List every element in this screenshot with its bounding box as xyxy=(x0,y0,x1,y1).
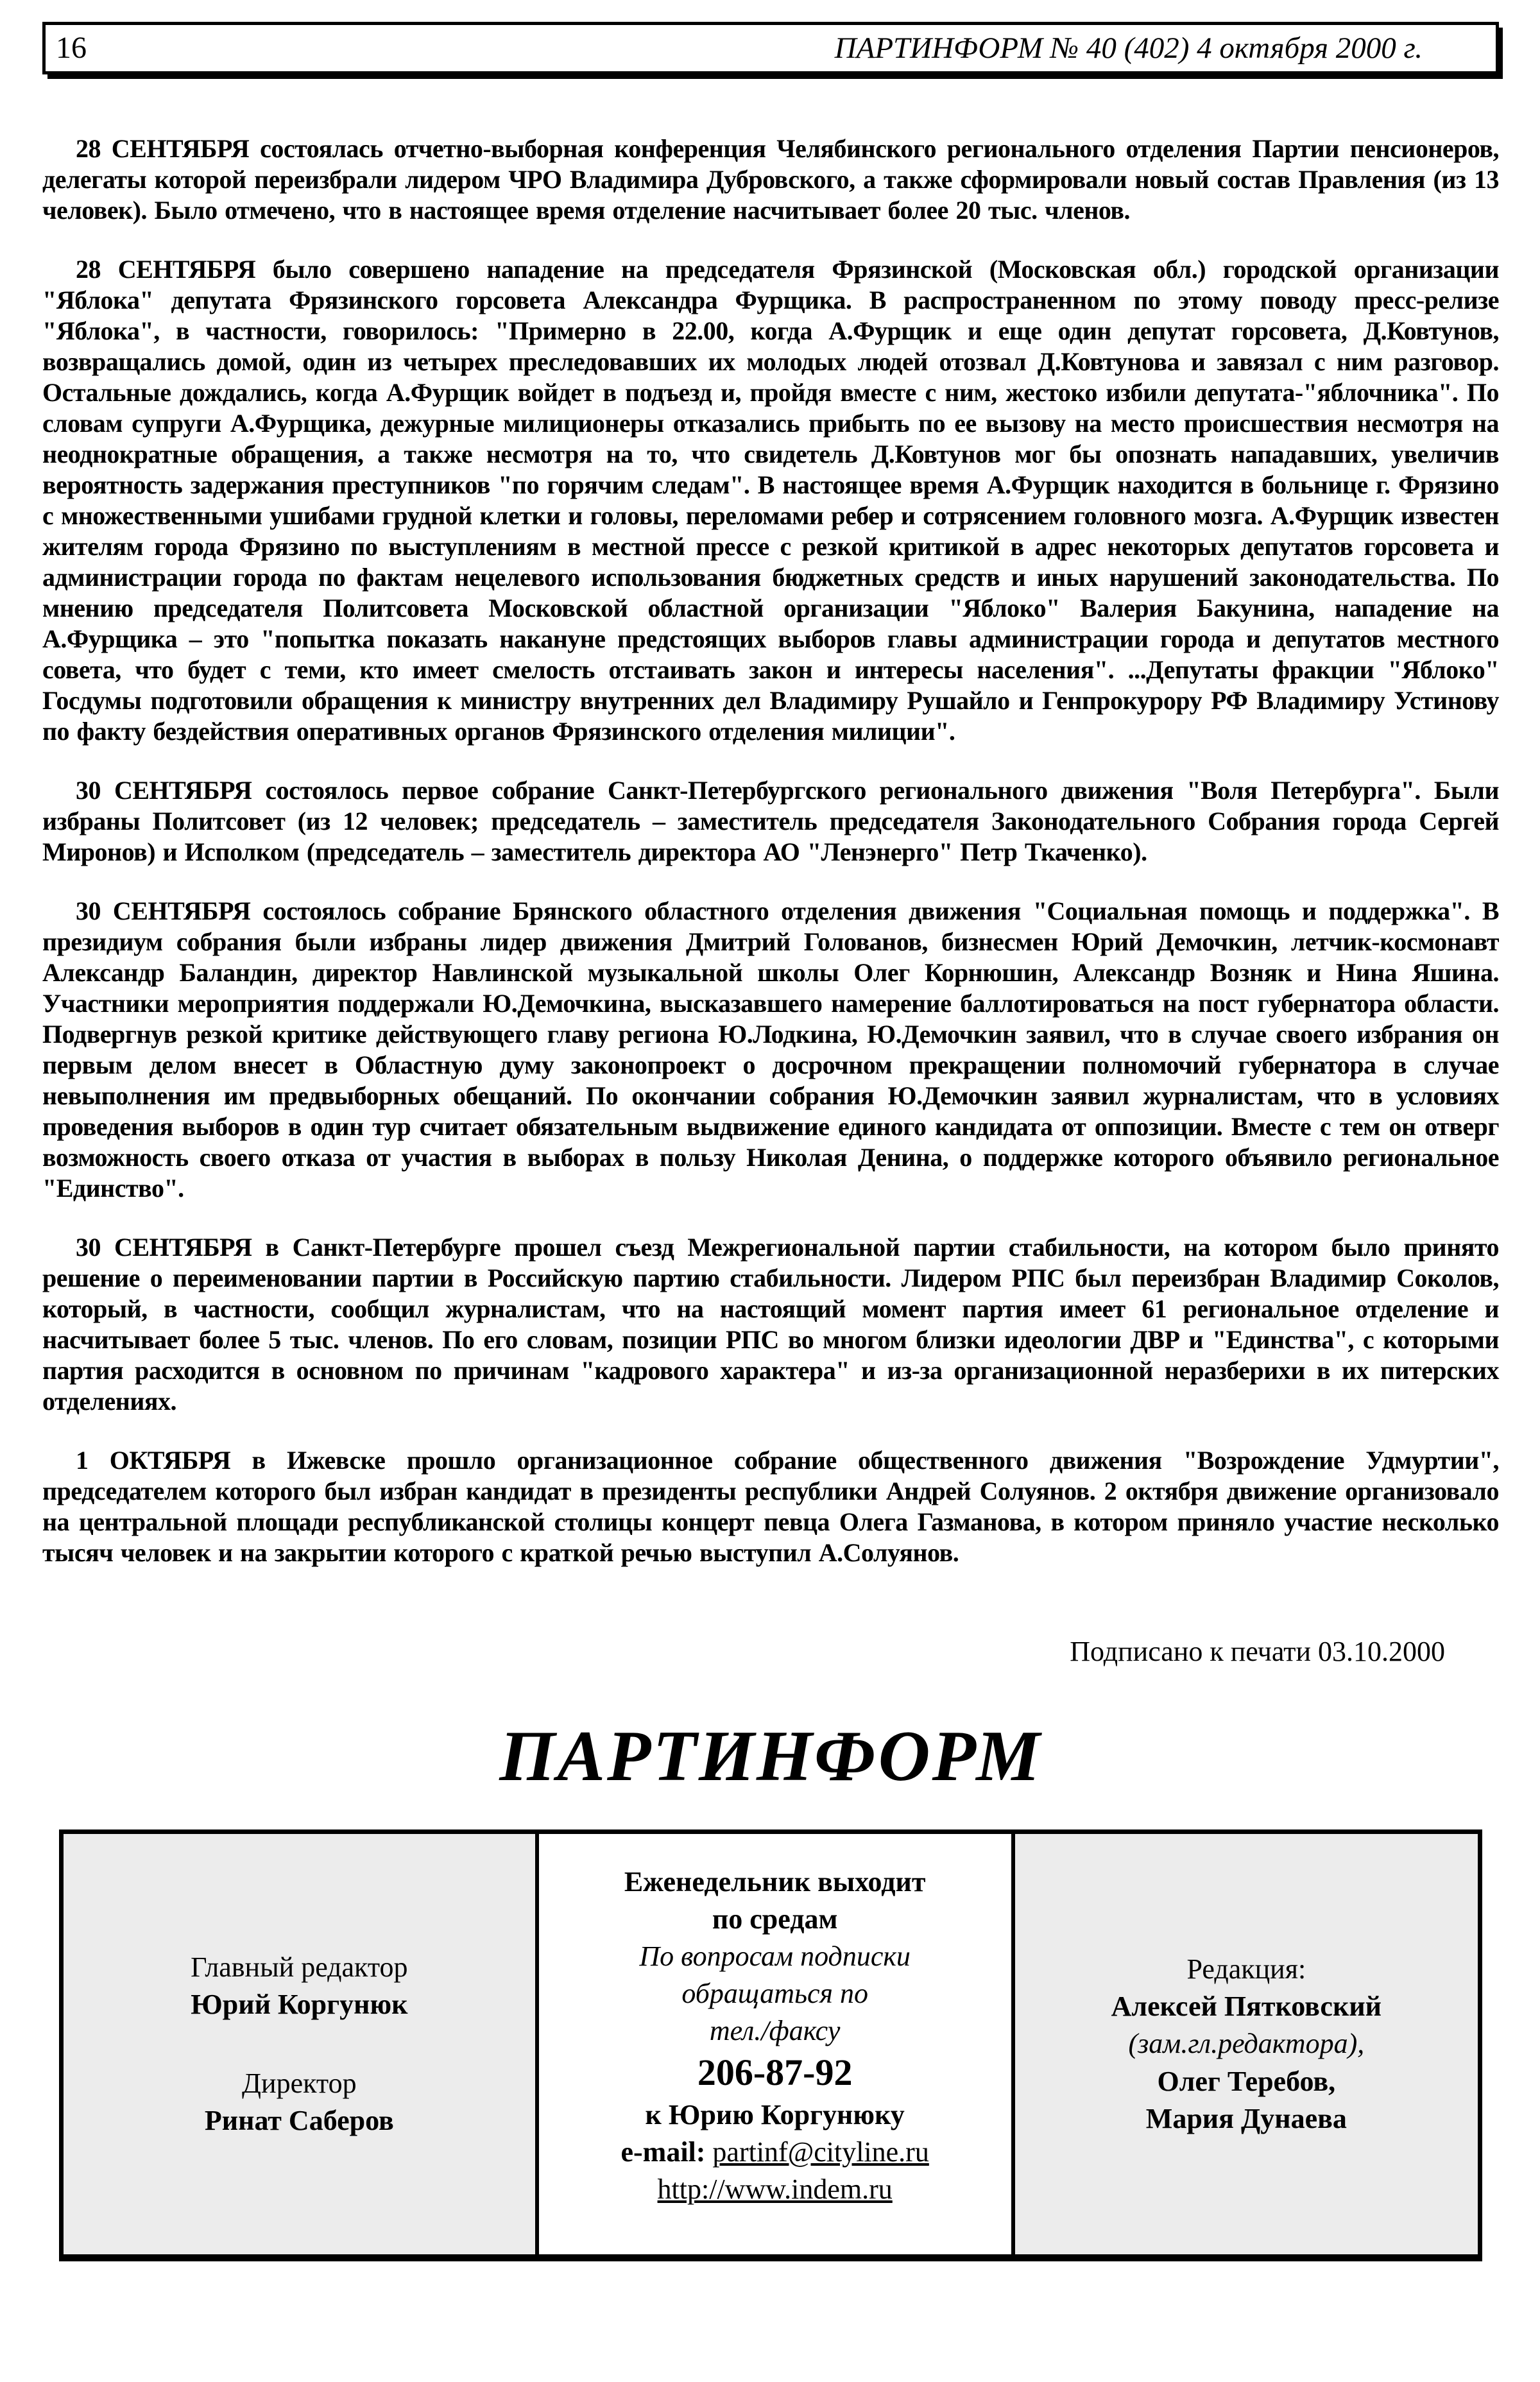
editorial-member: Олег Теребов, xyxy=(1157,2065,1336,2097)
editor-role: Главный редактор xyxy=(191,1951,408,1984)
spacer xyxy=(64,2024,535,2065)
editorial-member: Мария Дунаева xyxy=(1145,2102,1347,2134)
article-paragraph: 28 СЕНТЯБРЯ было совершено нападение на председателя Фрязинской (Московская обл.) городской организации "Яблока" депутата Фрязинского горсовета Александра Фурщика. В распространенном по этому поводу пресс-релизе "Яблока", в частности, говорилось: "Примерно в 22.00, когда А.Фурщик и еще один депутат горсовета, Д.Ковтунов, возвращались домой, один из четырех преследовавших их молодых людей отозвал Д.Ковтунова и завязал с ним разговор. Остальные дождались, когда А.Фурщик войдет в подъезд и, пройдя вместе с ним, жестоко избили депутата-"яблочника". По словам супруги А.Фурщика, дежурные милиционеры отказались прибыть по ее вызову на место происшествия несмотря на неоднократные обращения, а также несмотря на то, что свидетель Д.Ковтунов мог бы опознать нападавших, увеличив вероятность задержания преступников "по горячим следам". В настоящее время А.Фурщик находится в больнице г. Фрязино с множественными ушибами грудной клетки и головы, переломами ребер и сотрясением головного мозга. А.Фурщик известен жителям города Фрязино по выступлениям в местной прессе с резкой критикой в адрес некоторых депутатов горсовета и администрации города по фактам нецелевого использования бюджетных средств и иных нарушений законодательства. По мнению председателя Политсовета Московской областной организации "Яблоко" Валерия Бакунина, нападение на А.Фурщика – это "попытка показать накануне предстоящих выборов главы администрации города и депутатов местного совета, что будет с теми, кто имеет смелость отстаивать закон и интересы населения". ...Депутаты фракции "Яблоко" Госдумы подготовили обращения к министру внутренних дел Владимиру Рушайло и Генпрокурору РФ Владимиру Устинову по факту бездействия оперативных органов Фрязинского отделения милиции". xyxy=(42,255,1499,746)
email-link[interactable]: partinf@cityline.ru xyxy=(712,2136,929,2168)
editors-panel xyxy=(64,1834,535,2254)
director-role: Директор xyxy=(242,2067,357,2099)
editorial-heading: Редакция: xyxy=(1186,1953,1306,1985)
subscribe-line: обращаться по xyxy=(681,1978,868,2010)
issue-title: ПАРТИНФОРМ № 40 (402) 4 октября 2000 г. xyxy=(834,31,1423,65)
website-line xyxy=(539,2171,1011,2208)
imprint-table xyxy=(59,1829,1482,2261)
contact-person: к Юрию Коргунюку xyxy=(645,2098,905,2130)
website-link[interactable]: http://www.indem.ru xyxy=(657,2173,893,2206)
email-label: e-mail: xyxy=(620,2136,706,2168)
article-paragraph: 30 СЕНТЯБРЯ в Санкт-Петербурге прошел съезд Межрегиональной партии стабильности, на котором было принято решение о переименовании партии в Российскую партию стабильности. Лидером РПС был переизбран Владимир Соколов, который, в частности, сообщил журналистам, что на настоящий момент партия имеет 61 региональное отделение и насчитывает более 5 тыс. членов. По его словам, позиции РПС во многом близки идеологии ДВР и "Единства", с которыми партия расходится в основном по причинам "кадрового характера" и из-за организационной неразберихи в их питерских отделениях. xyxy=(42,1233,1499,1416)
article-paragraph: 30 СЕНТЯБРЯ состоялось собрание Брянского областного отделения движения "Социальная помощь и поддержка". В президиум собрания были избраны лидер движения Дмитрий Голованов, бизнесмен Юрий Демочкин, летчик-космонавт Александр Баландин, директор Навлинской музыкальной школы Олег Корнюшин, Александр Возняк и Нина Яшина. Участники мероприятия поддержали Ю.Демочкина, высказавшего намерение баллотироваться на пост губернатора области. Подвергнув резкой критике действующего главу региона Ю.Лодкина, Ю.Демочкин заявил, что в случае своего избрания он первым делом внесет в Областную думу законопроект о досрочном прекращении полномочий губернатора в случае невыполнения им предвыборных обещаний. По окончании собрания Ю.Демочкин заявил журналистам, что в условиях проведения выборов в один тур считает обязательным выдвижение единого кандидата от оппозиции. Вместе с тем он отверг возможность своего отказа от участия в выборах в пользу Николая Денина, о поддержке которого объявило региональное "Единство". xyxy=(42,896,1499,1203)
masthead-title: ПАРТИНФОРМ xyxy=(499,1717,1042,1796)
article-paragraph: 30 СЕНТЯБРЯ состоялось первое собрание Санкт-Петербургского регионального движения "Воля Петербурга". Были избраны Политсовет (из 12 человек; председатель – заместитель председателя Законодательного Собрания города Сергей Миронов) и Исполком (председатель – заместитель директора АО "Ленэнерго" Петр Ткаченко). xyxy=(42,776,1499,866)
articles-section xyxy=(42,133,1499,1568)
article-paragraph: 28 СЕНТЯБРЯ состоялась отчетно-выборная конференция Челябинского регионального отделения Партии пенсионеров, делегаты которой переизбрали лидером ЧРО Владимира Дубровского, а также сформировали новый состав Правления (из 13 человек). Было отмечено, что в настоящее время отделение насчитывает более 20 тыс. членов. xyxy=(42,134,1499,225)
schedule-line: Еженедельник выходит xyxy=(624,1866,926,1898)
director-name: Ринат Саберов xyxy=(204,2104,394,2136)
running-head xyxy=(42,22,1499,74)
page-number: 16 xyxy=(56,31,87,65)
subscribe-line: тел./факсу xyxy=(709,2015,841,2047)
subscribe-line: По вопросам подписки xyxy=(639,1941,911,1973)
print-signoff: Подписано к печати 03.10.2000 xyxy=(1070,1636,1445,1667)
schedule-line: по средам xyxy=(712,1903,838,1935)
email-line xyxy=(539,2134,1011,2171)
editorial-member: Алексей Пятковский xyxy=(1111,1991,1382,2023)
article-paragraph: 1 ОКТЯБРЯ в Ижевске прошло организационное собрание общественного движения "Возрождение Удмуртии", председателем которого был избран кандидат в президенты республики Андрей Солуянов. 2 октября движение организовало на центральной площади республиканской столицы концерт певца Олега Газманова, в котором приняло участие несколько тысяч человек и на закрытии которого с краткой речью выступил А.Солуянов. xyxy=(42,1446,1499,1567)
editorial-panel xyxy=(1011,1834,1478,2254)
phone-number: 206-87-92 xyxy=(697,2052,853,2094)
subscription-panel xyxy=(535,1834,1011,2254)
editor-name: Юрий Коргунюк xyxy=(191,1989,408,2021)
editorial-member-role: (зам.гл.редактора), xyxy=(1128,2028,1365,2060)
